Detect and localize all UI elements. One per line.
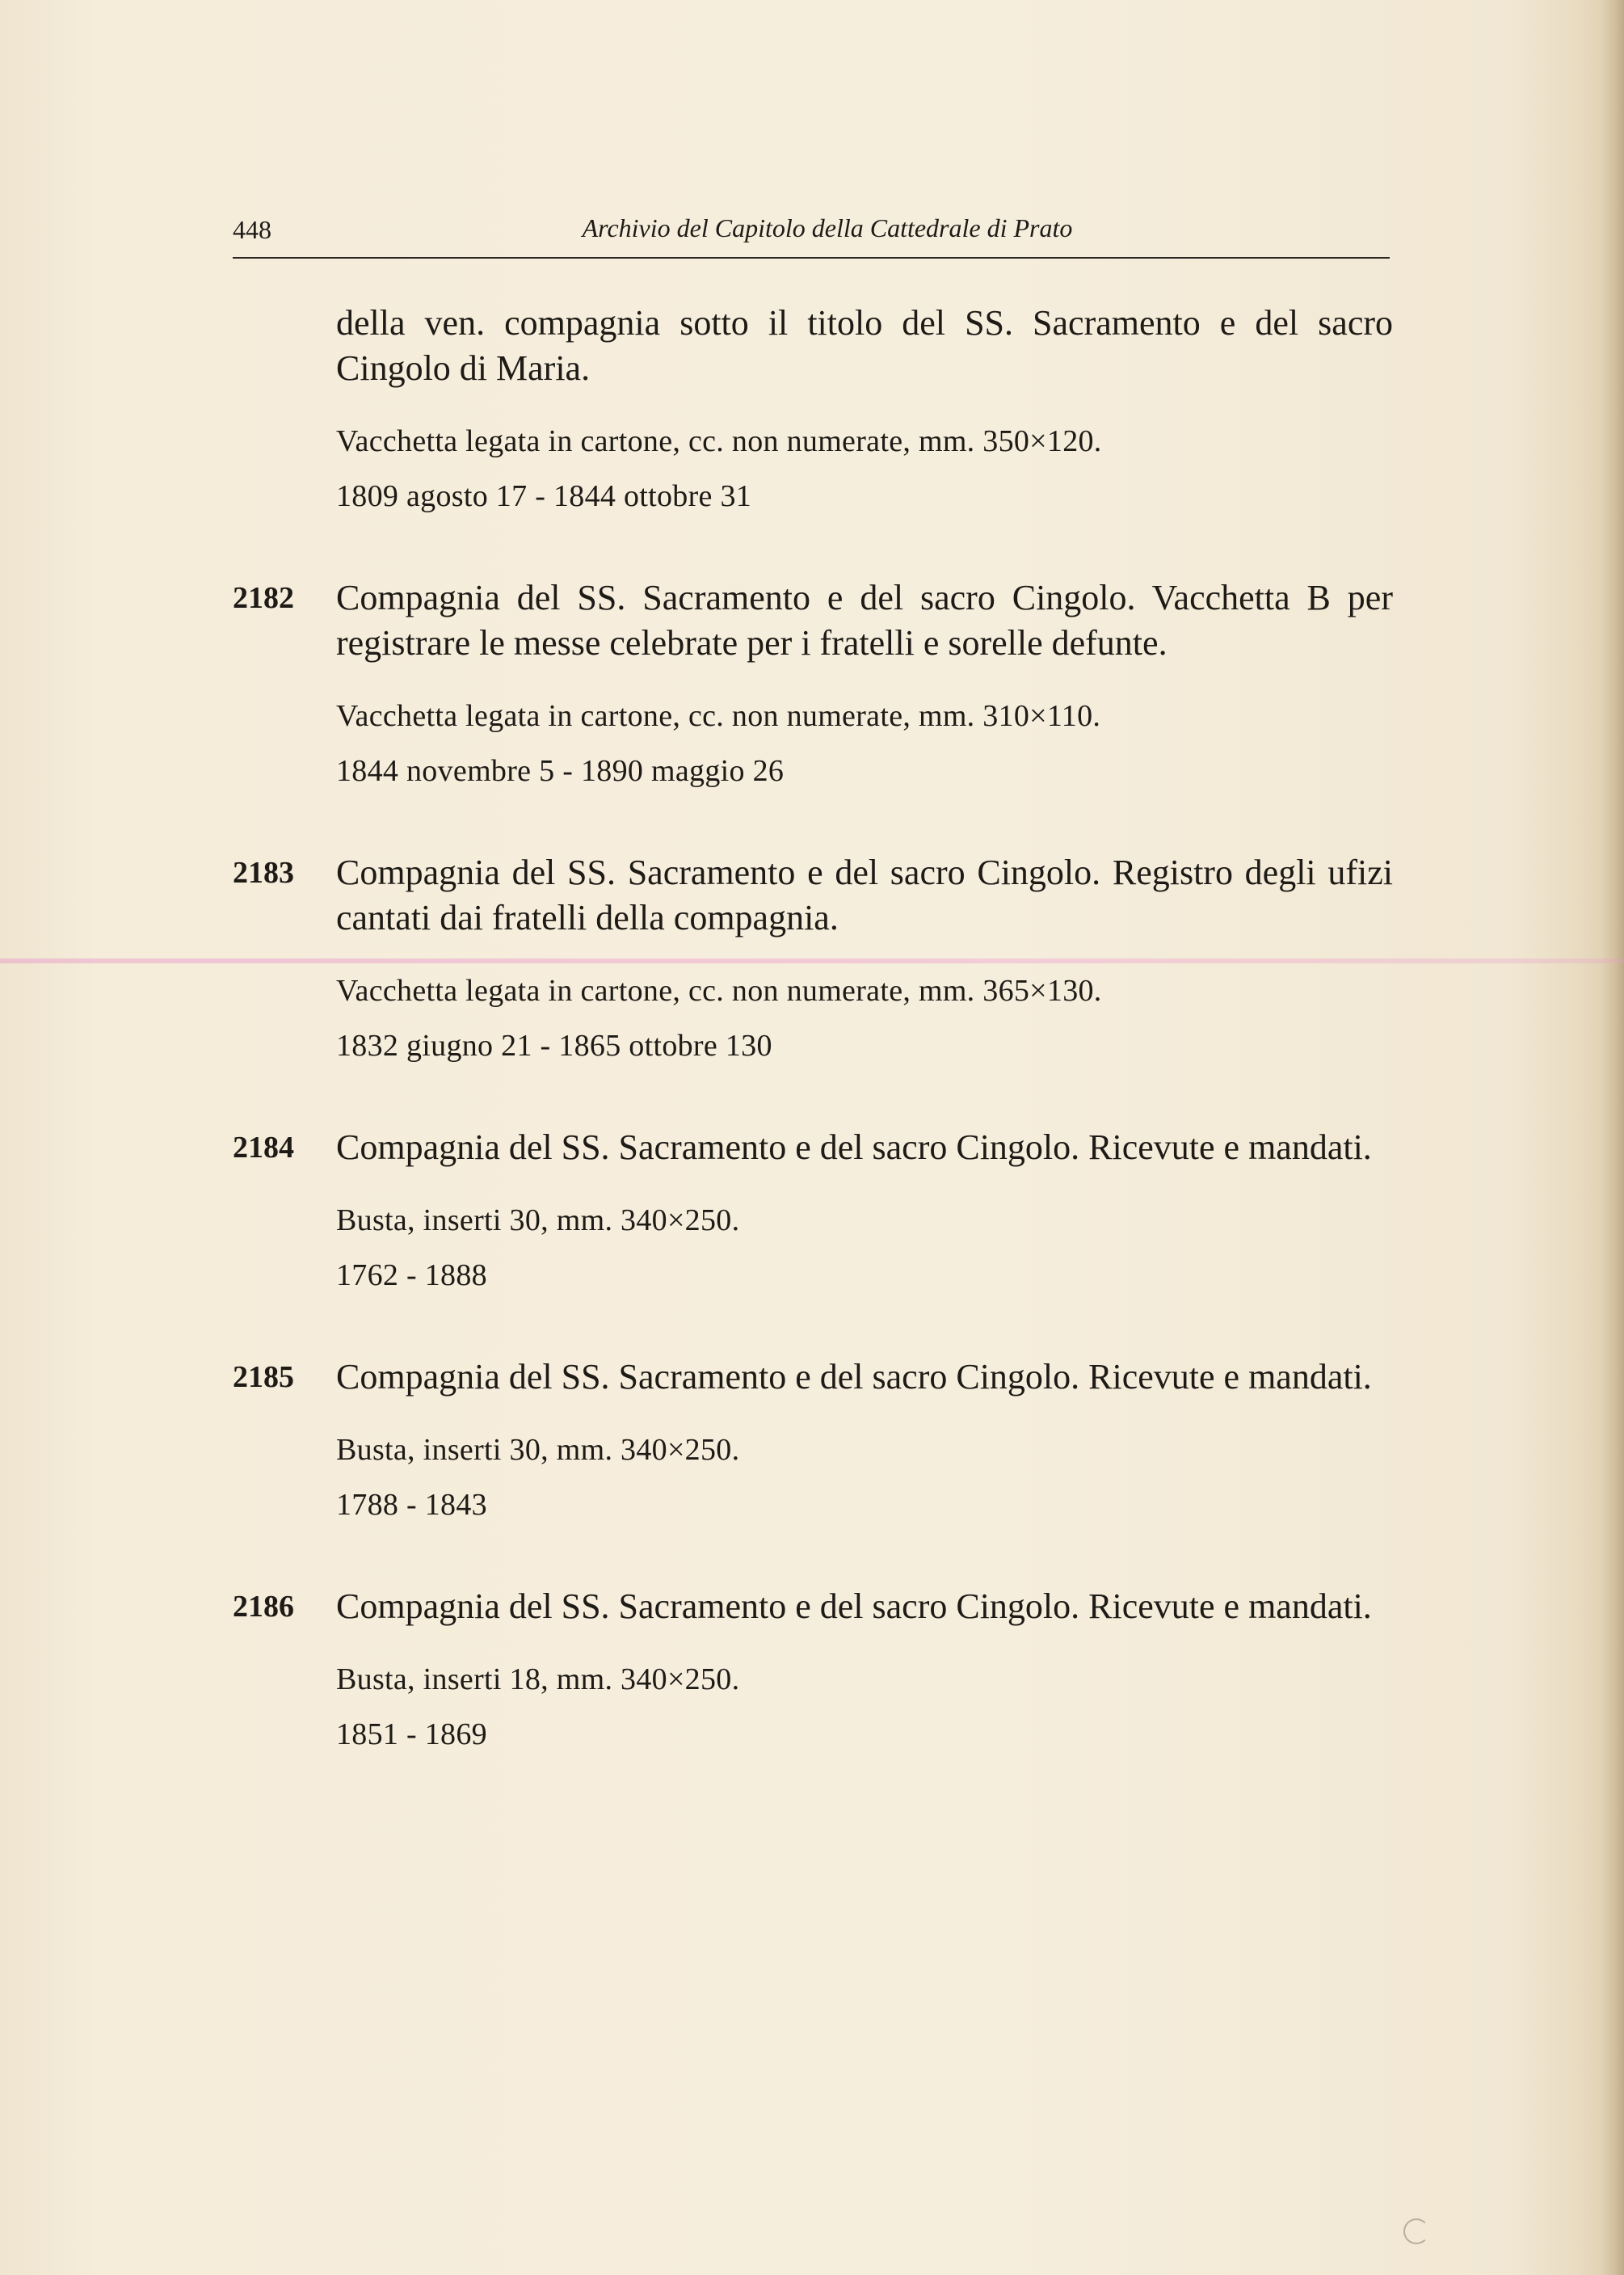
entry-dates: 1851 - 1869: [336, 1717, 487, 1751]
catalog-entry-2184: [233, 1125, 1393, 1295]
catalog-entry-2185: [233, 1354, 1393, 1524]
entry-number: 2186: [233, 1590, 294, 1624]
catalog-entries: [233, 301, 1393, 1754]
page-gutter-shadow: [1601, 0, 1624, 2275]
entry-number: 2184: [233, 1131, 294, 1165]
entry-description: Vacchetta legata in cartone, cc. non numerate, mm. 350×120.: [336, 424, 1102, 458]
entry-description: Vacchetta legata in cartone, cc. non numerate, mm. 365×130.: [336, 974, 1102, 1008]
entry-description: Busta, inserti 30, mm. 340×250.: [336, 1433, 740, 1467]
catalog-entry-2182: [233, 575, 1393, 790]
entry-description: Busta, inserti 30, mm. 340×250.: [336, 1203, 740, 1237]
entry-dates: 1762 - 1888: [336, 1258, 487, 1292]
running-title: Archivio del Capitolo della Cattedrale di Prato: [582, 213, 1073, 242]
entry-number: 2183: [233, 856, 294, 890]
entry-dates: 1832 giugno 21 - 1865 ottobre 130: [336, 1029, 772, 1063]
page-header: [233, 212, 1390, 259]
catalog-entry-2183: [233, 850, 1393, 1065]
entry-title: Compagnia del SS. Sacramento e del sacro Cingolo. Ricevute e mandati.: [336, 1357, 1372, 1397]
entry-title: della ven. compagnia sotto il titolo del SS. Sacramento e del sacro Cingolo di Maria.: [336, 303, 1393, 388]
entry-description: Busta, inserti 18, mm. 340×250.: [336, 1662, 740, 1696]
catalog-entry-2186: [233, 1584, 1393, 1754]
entry-dates: 1788 - 1843: [336, 1488, 487, 1522]
entry-title: Compagnia del SS. Sacramento e del sacro Cingolo. Ricevute e mandati.: [336, 1586, 1372, 1626]
entry-dates: 1844 novembre 5 - 1890 maggio 26: [336, 754, 785, 788]
catalog-entry-continued: [233, 301, 1393, 516]
entry-description: Vacchetta legata in cartone, cc. non numerate, mm. 310×110.: [336, 699, 1101, 733]
entry-dates: 1809 agosto 17 - 1844 ottobre 31: [336, 479, 752, 513]
entry-title: Compagnia del SS. Sacramento e del sacro Cingolo. Ricevute e mandati.: [336, 1127, 1372, 1167]
entry-title: Compagnia del SS. Sacramento e del sacro Cingolo. Registro degli ufizi cantati dai fratelli della compagnia.: [336, 853, 1393, 937]
entry-number: 2185: [233, 1360, 294, 1394]
corner-pencil-mark: [1403, 2218, 1429, 2244]
entry-number: 2182: [233, 581, 294, 615]
entry-title: Compagnia del SS. Sacramento e del sacro Cingolo. Vacchetta B per registrare le messe celebrate per i fratelli e sorelle defunte.: [336, 578, 1393, 663]
page-number: 448: [233, 215, 271, 244]
